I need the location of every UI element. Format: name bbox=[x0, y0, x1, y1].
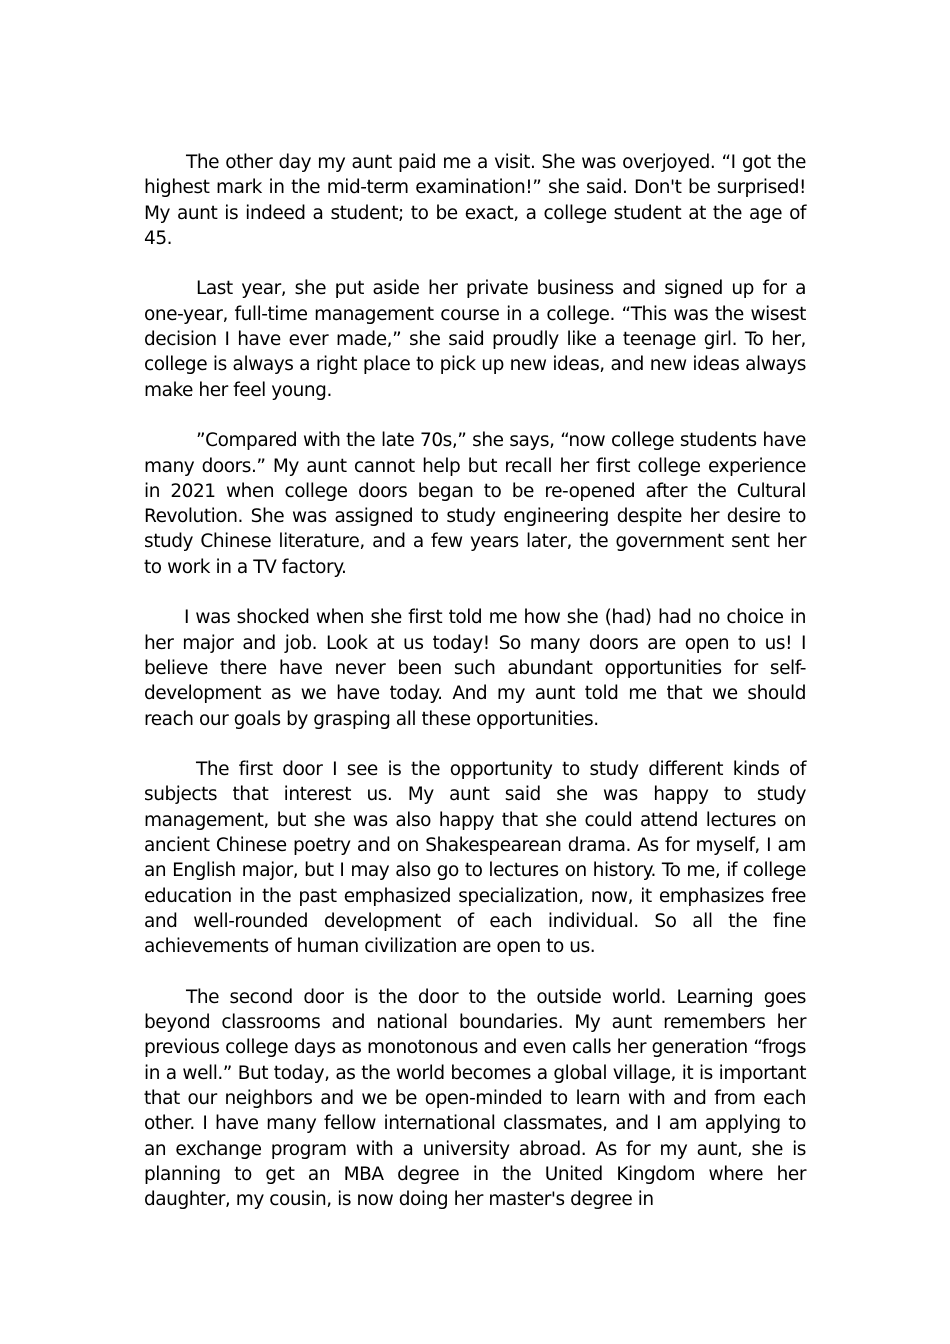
paragraph-6: The second door is the door to the outside world. Learning goes beyond classrooms and national boundaries. My aunt remembers her previous college days as monotonous and even calls her generation “frogs in a well.” But today, as the world becomes a global village, it is important that our neighbors and we be open-minded to learn with and from each other. I have many fellow international classmates, and I am applying to an exchange program with a university abroad. As for my aunt, she is planning to get an MBA degree in the United Kingdom where her daughter, my cousin, is now doing her master's degree in bbox=[144, 986, 806, 1211]
paragraph-3: ”Compared with the late 70s,” she says, “now college students have many doors.” My aunt cannot help but recall her first college experience in 2021 when college doors began to be re-opened after the Cultural Revolution. She was assigned to study engineering despite her desire to study Chinese literature, and a few years later, the government sent her to work in a TV factory. bbox=[144, 430, 806, 578]
paragraph-2: Last year, she put aside her private business and signed up for a one-year, full-time management course in a college. “This was the wisest decision I have ever made,” she said proudly like a teenage girl. To her, college is always a right place to pick up new ideas, and new ideas always make her feel young. bbox=[144, 278, 806, 401]
paragraph-1: The other day my aunt paid me a visit. She was overjoyed. “I got the highest mark in the mid-term examination!” she said. Don't be surprised! My aunt is indeed a student; to be exact, a college student at the age of 45. bbox=[144, 152, 806, 249]
paragraph-5: The first door I see is the opportunity to study different kinds of subjects that interest us. My aunt said she was happy to study management, but she was also happy that she could attend lectures on ancient Chinese poetry and on Shakespearean drama. As for myself, I am an English major, but I may also go to lectures on history. To me, if college education in the past emphasized specialization, now, it emphasizes free and well-rounded development of each individual. So all the fine achievements of human civilization are open to us. bbox=[144, 759, 806, 958]
paragraph-4: I was shocked when she first told me how she (had) had no choice in her major and job. Look at us today! So many doors are open to us! I believe there have never been such abundant opportunities for self-development as we have today. And my aunt told me that we should reach our goals by grasping all these opportunities. bbox=[144, 607, 806, 730]
document-body bbox=[144, 150, 806, 1238]
